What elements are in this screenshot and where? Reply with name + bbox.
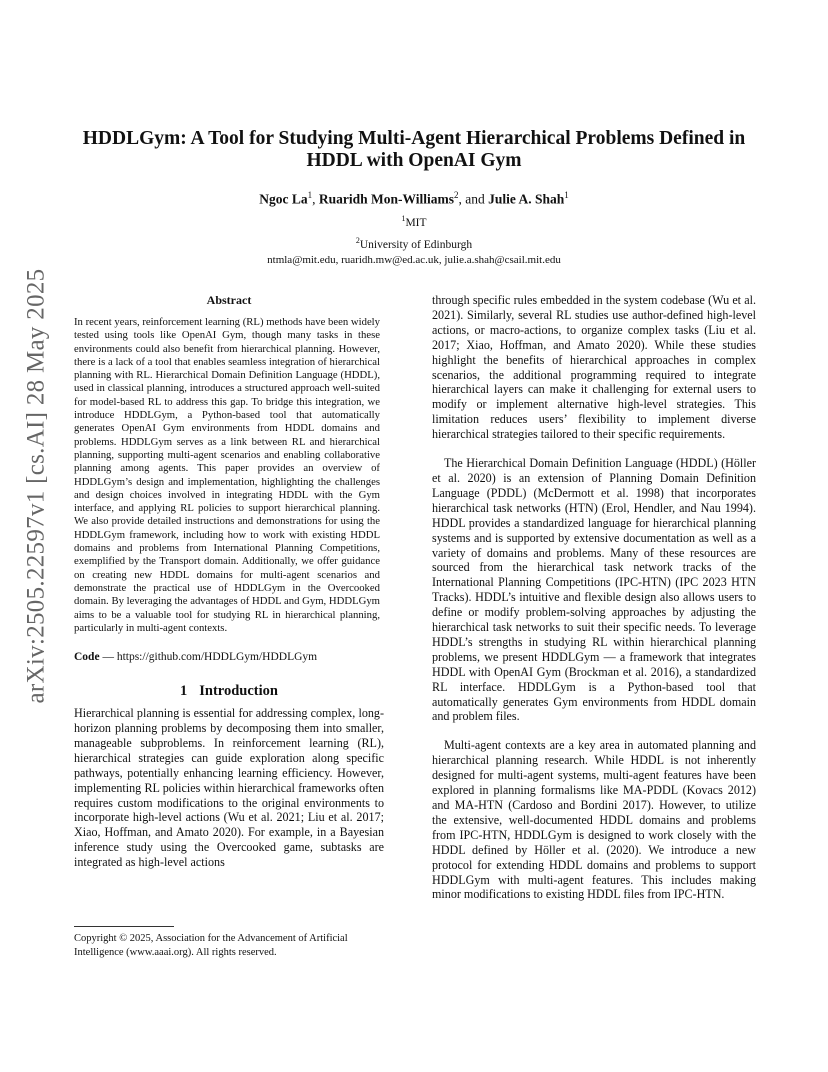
affiliation-sup: 1 — [401, 213, 406, 223]
affiliation-name: University of Edinburgh — [359, 239, 473, 252]
author-sup: 2 — [454, 190, 459, 200]
intro-paragraph: Hierarchical planning is essential for addressing complex, long-horizon planning problems by decomposing them into smaller, manageable subproblems. In reinforcement learning (RL), hierarchical strategies can guide exploration along specific pathways, potentially enhancing learning efficiency. However, implementing RL policies within hierarchical frameworks often requires custom modifications to the original environments to incorporate high-level actions (Wu et al. 2021; Liu et al. 2017; Xiao, Hoffman, and Amato 2020). For example, in a Bayesian inference study using the Overcooked game, subtasks are integrated as high-level actions — [74, 706, 384, 870]
paper-title — [74, 128, 754, 172]
affiliation-sup: 2 — [355, 236, 360, 246]
abstract-text: In recent years, reinforcement learning (RL) methods have been widely tested using tools like OpenAI Gym, though many tasks in these environments could also benefit from hierarchical planning. However, there is a lack of a tool that enables seamless integration of hierarchical planning with RL. Hierarchical Domain Definition Language (HDDL), used in classical planning, introduces a structured approach well-suited for model-based RL to address this gap. To bridge this integration, we introduce HDDLGym, a Python-based tool that automatically generates OpenAI Gym environments from HDDL domains and problems. HDDLGym serves as a link between RL and hierarchical planning, supporting multi-agent scenarios and enabling collaborative planning among agents. This paper provides an overview of HDDLGym’s design and implementation, highlighting the challenges and design choices involved in integrating HDDL with the Gym interface, and applying RL policies to support hierarchical planning. We also provide detailed instructions and demonstrations for using the HDDLGym framework, including how to work with existing HDDL domains and problems from International Planning Competitions, exemplified by the Transport domain. Additionally, we offer guidance on creating new HDDL domains for multi-agent scenarios and demonstrate the practical use of HDDLGym in the Overcooked domain. By leveraging the advantages of HDDL and Gym, HDDLGym aims to be a valuable tool for studying RL in hierarchical planning, particularly in multi-agent contexts. — [74, 316, 380, 634]
abstract-heading: Abstract — [206, 293, 252, 307]
author-sup: 1 — [307, 190, 313, 200]
author-sup: 1 — [564, 190, 569, 200]
arxiv-id-text: arXiv:2505.22597v1 [cs.AI] 28 May 2025 — [22, 268, 50, 704]
body-paragraph: through specific rules embedded in the system codebase (Wu et al. 2021). Similarly, several RL studies use author-defined high-level actions, or macro-actions, to organize complex tasks (Liu et al. 2017; Xiao, Hoffman, and Amato 2020). While these studies highlight the benefits of hierarchical approaches in complex scenarios, the additional programming required to integrate hierarchical layers can make it challenging for external users to modify or implement alternative high-level strategies. This limitation reduces users’ flexibility to implement diverse hierarchical strategies tailored to their specific requirements. — [432, 293, 756, 442]
code-url[interactable]: https://github.com/HDDLGym/HDDLGym — [116, 651, 318, 664]
title-line-2: HDDL with OpenAI Gym — [306, 150, 522, 171]
code-label: Code — [74, 651, 100, 664]
author-name: Julie A. Shah — [488, 191, 565, 207]
left-column — [74, 293, 384, 870]
body-paragraph: Multi-agent contexts are a key area in automated planning and hierarchical planning research. While HDDL is not inherently designed for multi-agent systems, multi-agent features have been explored in planning formalisms like MA-PDDL (Kovacs 2012) and MA-HTN (Cardoso and Bordini 2017). However, to utilize the extensive, well-documented HDDL domains and problems from IPC-HTN, HDDLGym is designed to work closely with the HDDL defined by Höller et al. (2020). We introduce a new protocol for extending HDDL domains and problems to support HDDLGym with multi-agent features. This includes making minor modifications to existing HDDL files from IPC-HTN. — [432, 738, 756, 902]
affiliation — [74, 233, 754, 253]
footnote-rule — [74, 926, 174, 927]
right-column — [432, 293, 756, 902]
code-line — [74, 651, 384, 663]
section-number: 1 — [180, 683, 188, 700]
copyright-footnote: Copyright © 2025, Association for the Advancement of Artificial Intelligence (www.aaai.org). All rights reserved. — [74, 933, 348, 958]
author-name: Ngoc La — [259, 191, 308, 207]
section-title: Introduction — [199, 683, 278, 700]
author-list — [74, 190, 754, 208]
title-line-1: HDDLGym: A Tool for Studying Multi-Agent Hierarchical Problems Defined in — [82, 128, 746, 149]
code-separator: — — [99, 651, 117, 664]
author-and: , and — [458, 191, 489, 207]
author-emails: ntmla@mit.edu, ruaridh.mw@ed.ac.uk, julie.a.shah@csail.mit.edu — [267, 254, 561, 267]
author-separator: , — [312, 191, 319, 207]
affiliation — [74, 211, 754, 231]
arxiv-side-identifier — [16, 268, 56, 704]
author-name: Ruaridh Mon-Williams — [318, 191, 454, 207]
affiliation-name: MIT — [405, 216, 427, 229]
paper-header — [74, 128, 754, 267]
section-heading — [74, 683, 384, 700]
body-paragraph: The Hierarchical Domain Definition Language (HDDL) (Höller et al. 2020) is an extension of Planning Domain Definition Language (PDDL) (McDermott et al. 1998) that incorporates hierarchical task networks (HTN) (Erol, Hendler, and Nau 1994). HDDL provides a standardized language for hierarchical planning systems and is supported by extensive documentation as well as a variety of domains and problems. Many of these resources are sourced from the hierarchical task network tracks of the International Planning Competitions (IPC-HTN) (IPC 2023 HTN Tracks). HDDL’s intuitive and flexible design also allows users to define or modify problem-solving approaches by adjusting the hierarchical task networks to suit their specific needs. To leverage HDDL’s strengths in studying RL within hierarchical planning problems, we present HDDLGym — a framework that integrates HDDL with OpenAI Gym (Brockman et al. 2016), a standardized RL interface. HDDLGym is a Python-based tool that automatically generates Gym environments from HDDL domain and problem files. — [432, 456, 756, 724]
